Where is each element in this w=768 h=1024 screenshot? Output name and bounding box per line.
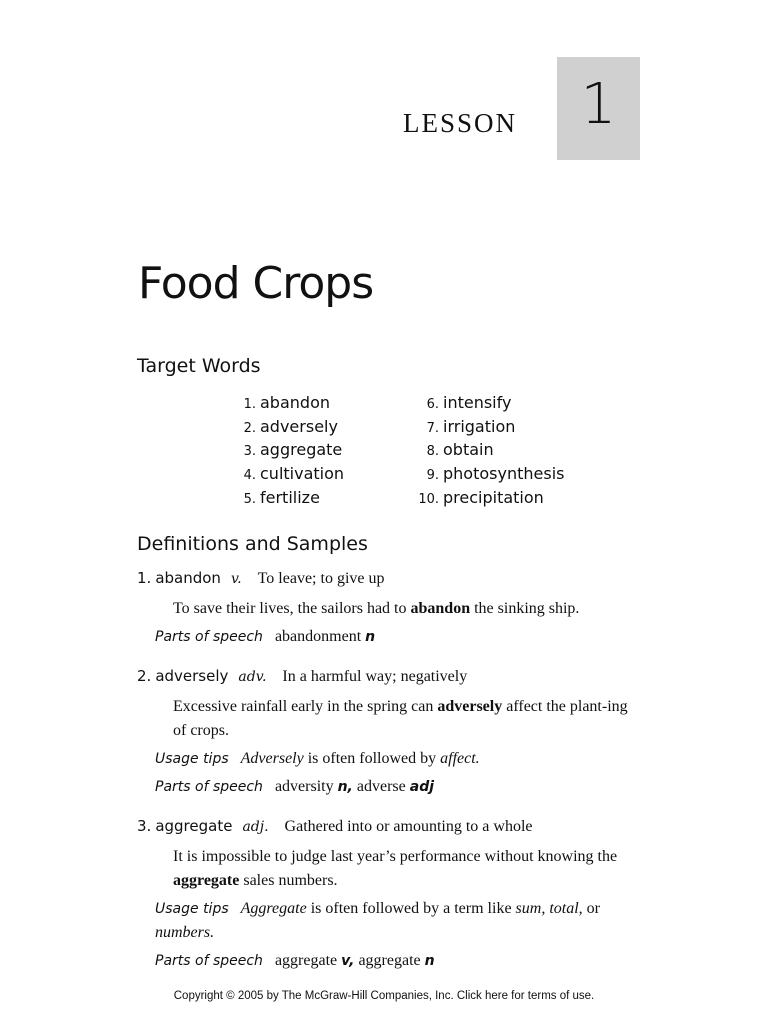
target-word-item <box>236 440 344 464</box>
sample-target-word: aggregate <box>173 872 240 889</box>
parts-text: abandonment <box>274 628 366 645</box>
target-word: adversely <box>260 416 338 436</box>
entry-sample <box>173 845 633 893</box>
parts-of-speech <box>155 775 637 799</box>
target-word-item <box>236 393 344 417</box>
parts-text: adversity <box>274 778 338 795</box>
parts-mark: n <box>365 629 376 645</box>
target-word-number: 4. <box>243 468 256 484</box>
target-word-number: 2. <box>243 420 256 436</box>
usage-text: affect. <box>440 750 480 767</box>
definitions-heading: Definitions and Samples <box>137 533 368 555</box>
parts-mark: n <box>424 953 435 969</box>
entry-headline <box>137 667 637 689</box>
entry-definition: To leave; to give up <box>257 570 385 587</box>
lesson-number: 1 <box>580 71 617 137</box>
entry-definition: In a harmful way; negatively <box>282 668 468 685</box>
target-word: cultivation <box>260 464 345 484</box>
usage-text: or <box>582 900 600 917</box>
usage-text: is often followed by a term like <box>306 900 516 917</box>
target-words-heading: Target Words <box>137 355 261 377</box>
entry-definition: Gathered into or amounting to a whole <box>284 818 533 835</box>
target-word: obtain <box>443 440 494 460</box>
parts-of-speech-label: Parts of speech <box>155 779 263 795</box>
usage-tips-label: Usage tips <box>155 751 229 767</box>
target-words-column-left <box>236 393 344 511</box>
target-word: precipitation <box>443 487 544 507</box>
target-word: aggregate <box>260 440 343 460</box>
usage-text: Aggregate <box>240 900 307 917</box>
usage-tips <box>155 747 637 771</box>
target-word-item <box>236 417 344 441</box>
sample-text: the sinking ship. <box>470 600 580 617</box>
target-word-item <box>405 393 564 417</box>
entry-word: adversely <box>155 667 229 685</box>
entry-word: aggregate <box>155 817 233 835</box>
entry-number: 2. <box>137 667 152 685</box>
sample-text: To save their lives, the sailors had to <box>173 600 411 617</box>
parts-text: adverse <box>352 778 410 795</box>
target-word: irrigation <box>443 416 516 436</box>
target-word-item <box>236 464 344 488</box>
usage-text: sum, total, <box>515 900 583 917</box>
usage-text: is often followed by <box>303 750 441 767</box>
page-title: Food Crops <box>138 258 374 309</box>
target-words-column-right <box>405 393 564 511</box>
entry-part-of-speech: v. <box>230 571 242 587</box>
parts-of-speech <box>155 949 637 973</box>
target-word-number: 10. <box>418 491 439 507</box>
entry-word: abandon <box>155 569 221 587</box>
target-word-number: 7. <box>426 420 439 436</box>
target-word-number: 3. <box>243 444 256 460</box>
parts-of-speech-label: Parts of speech <box>155 629 263 645</box>
entry-headline <box>137 817 637 839</box>
target-word: abandon <box>260 393 330 412</box>
target-word-item <box>405 488 564 512</box>
parts-text: aggregate <box>274 952 342 969</box>
entry-number: 1. <box>137 569 152 587</box>
target-word: fertilize <box>260 487 320 507</box>
entry-headline <box>137 569 637 591</box>
usage-tips-label: Usage tips <box>155 901 229 917</box>
entry-part-of-speech: adv. <box>238 669 267 685</box>
parts-of-speech <box>155 625 637 649</box>
entry-part-of-speech: adj. <box>242 819 269 835</box>
parts-text: aggregate <box>354 952 425 969</box>
parts-mark: v, <box>341 953 355 969</box>
sample-text: affect the plant-ing of crops. <box>173 698 628 739</box>
target-word-item <box>405 464 564 488</box>
sample-text: It is impossible to judge last year’s performance without knowing the <box>173 848 618 865</box>
target-word-number: 5. <box>243 491 256 507</box>
entry-number: 3. <box>137 817 152 835</box>
lesson-label: LESSON <box>403 108 518 138</box>
usage-text: Adversely <box>240 750 304 767</box>
copyright-footer-link[interactable]: Copyright © 2005 by The McGraw-Hill Companies, Inc. Click here for terms of use. <box>173 990 595 1002</box>
target-word-number: 9. <box>426 468 439 484</box>
definition-entry-adversely <box>137 667 637 799</box>
target-word-item <box>405 440 564 464</box>
target-word-number: 8. <box>426 444 439 460</box>
sample-text: sales numbers. <box>239 872 338 889</box>
target-word-number: 6. <box>426 397 439 412</box>
parts-mark: adj <box>409 779 435 795</box>
sample-text: Excessive rainfall early in the spring can <box>173 698 438 715</box>
definition-entry-aggregate <box>137 817 637 973</box>
target-word: photosynthesis <box>443 464 565 484</box>
target-word-item <box>405 417 564 441</box>
lesson-number-box <box>557 57 640 160</box>
entry-sample <box>173 597 633 621</box>
entry-sample <box>173 695 633 743</box>
parts-mark: n, <box>337 779 353 795</box>
target-word-number: 1. <box>243 397 256 412</box>
target-word-item <box>236 488 344 512</box>
target-word: intensify <box>443 393 512 412</box>
sample-target-word: abandon <box>410 600 471 617</box>
sample-target-word: adversely <box>437 698 503 715</box>
definition-entry-abandon <box>137 569 637 649</box>
usage-text: numbers. <box>155 924 215 941</box>
parts-of-speech-label: Parts of speech <box>155 953 263 969</box>
usage-tips <box>155 897 637 945</box>
